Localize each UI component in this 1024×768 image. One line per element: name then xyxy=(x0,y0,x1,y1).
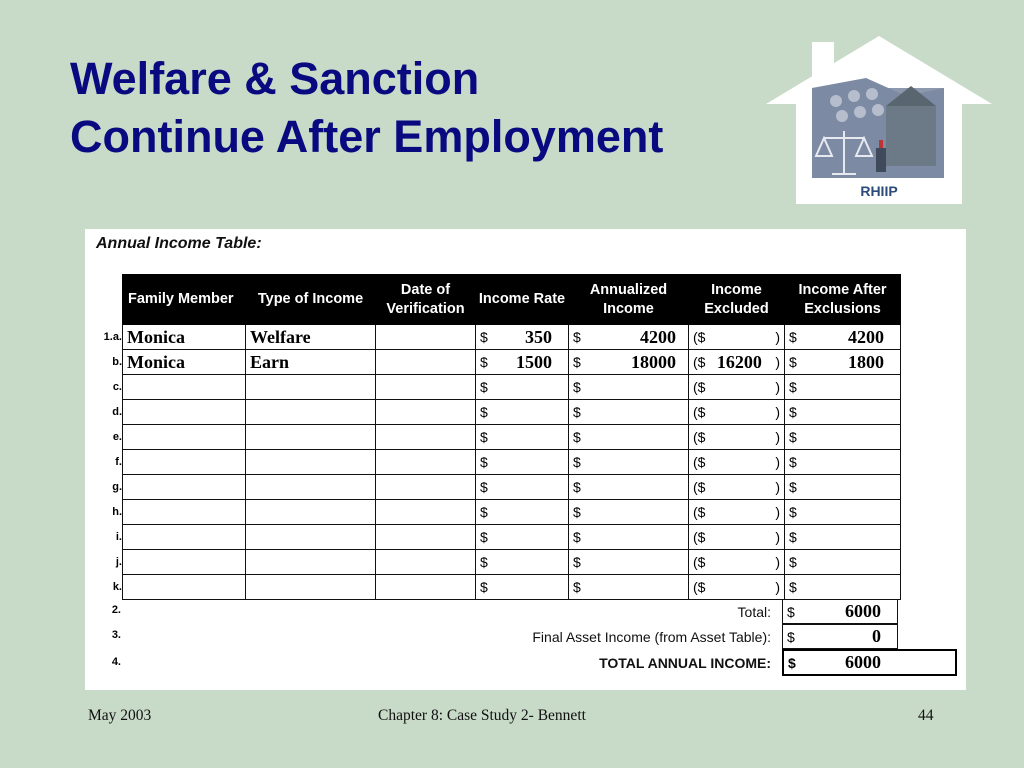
annualized-income-value: 4200 xyxy=(640,326,676,347)
dollar-sign: $ xyxy=(789,379,797,395)
title-line-2: Continue After Employment xyxy=(70,111,664,162)
row-label: 3. xyxy=(111,629,121,641)
annualized-income-value: 18000 xyxy=(631,351,676,372)
paren-open: ($ xyxy=(693,479,706,495)
dollar-sign: $ xyxy=(573,454,581,470)
row-label: f. xyxy=(115,456,122,468)
income-table xyxy=(103,274,901,600)
income-type-cell[interactable] xyxy=(246,325,376,350)
income-type-cell[interactable] xyxy=(246,400,376,425)
verification-date-cell[interactable] xyxy=(376,375,476,400)
dollar-sign: $ xyxy=(573,429,581,445)
income-rate-cell[interactable] xyxy=(476,575,569,600)
rhiip-house-logo xyxy=(766,36,992,206)
income-type-cell[interactable] xyxy=(246,375,376,400)
footer-page-number: 44 xyxy=(918,707,934,724)
form-title: Annual Income Table: xyxy=(96,235,262,252)
dollar-sign: $ xyxy=(480,529,488,545)
logo-text: RHIIP xyxy=(860,183,898,199)
verification-date-cell[interactable] xyxy=(376,425,476,450)
dollar-sign: $ xyxy=(573,479,581,495)
income-excluded-cell[interactable] xyxy=(689,525,785,550)
row-label: 1.a. xyxy=(103,331,122,343)
income-excluded-cell[interactable] xyxy=(689,550,785,575)
dollar-sign: $ xyxy=(480,454,488,470)
paren-open: ($ xyxy=(693,454,706,470)
annualized-income-cell[interactable] xyxy=(569,550,689,575)
paren-close: ) xyxy=(775,379,780,395)
income-type-cell[interactable] xyxy=(246,350,376,375)
dollar-sign: $ xyxy=(480,329,488,345)
income-rate-value: 350 xyxy=(525,326,552,347)
dollar-sign: $ xyxy=(789,529,797,545)
col-header: Income Excluded xyxy=(689,275,785,325)
dollar-sign: $ xyxy=(573,504,581,520)
income-after-exclusions-value: 4200 xyxy=(848,326,884,347)
table-row xyxy=(123,375,901,400)
slide-title xyxy=(70,50,663,166)
dollar-sign: $ xyxy=(573,379,581,395)
dollar-sign: $ xyxy=(480,404,488,420)
row-label: b. xyxy=(112,356,122,368)
income-after-exclusions-cell[interactable] xyxy=(785,325,901,350)
family-member-cell[interactable] xyxy=(112,350,246,375)
annualized-income-cell[interactable] xyxy=(569,325,689,350)
dollar-sign: $ xyxy=(789,554,797,570)
income-rate-cell[interactable] xyxy=(476,325,569,350)
total-value: 6000 xyxy=(845,601,881,621)
annualized-income-cell[interactable] xyxy=(569,500,689,525)
income-rate-cell[interactable] xyxy=(476,475,569,500)
paren-close: ) xyxy=(775,429,780,445)
row-label: g. xyxy=(112,481,122,493)
income-excluded-cell[interactable] xyxy=(689,575,785,600)
dollar-sign: $ xyxy=(480,354,488,370)
income-rate-cell[interactable] xyxy=(476,450,569,475)
table-row xyxy=(123,500,901,525)
verification-date-cell[interactable] xyxy=(376,550,476,575)
annualized-income-cell[interactable] xyxy=(569,425,689,450)
income-after-exclusions-cell[interactable] xyxy=(785,525,901,550)
income-type-cell[interactable] xyxy=(246,575,376,600)
summary-label: TOTAL ANNUAL INCOME: xyxy=(599,655,771,671)
dollar-sign: $ xyxy=(787,603,795,620)
verification-date-cell[interactable] xyxy=(376,450,476,475)
title-line-1: Welfare & Sanction xyxy=(70,53,480,104)
income-type-value: Earn xyxy=(250,351,290,372)
row-label: j. xyxy=(115,556,122,568)
income-after-exclusions-cell[interactable] xyxy=(785,475,901,500)
income-excluded-cell[interactable] xyxy=(689,425,785,450)
verification-date-cell[interactable] xyxy=(376,500,476,525)
annualized-income-cell[interactable] xyxy=(569,450,689,475)
dollar-sign: $ xyxy=(573,579,581,595)
income-after-exclusions-cell[interactable] xyxy=(785,550,901,575)
row-label: k. xyxy=(112,581,122,593)
family-member-cell[interactable] xyxy=(112,425,246,450)
dollar-sign: $ xyxy=(480,429,488,445)
annualized-income-cell[interactable] xyxy=(569,350,689,375)
annualized-income-cell[interactable] xyxy=(569,400,689,425)
table-row xyxy=(123,325,901,350)
paren-close: ) xyxy=(775,504,780,520)
paren-open: ($ xyxy=(693,379,706,395)
annualized-income-cell[interactable] xyxy=(569,575,689,600)
dollar-sign: $ xyxy=(789,404,797,420)
income-rate-value: 1500 xyxy=(516,351,552,372)
row-label: c. xyxy=(112,381,122,393)
footer-chapter: Chapter 8: Case Study 2- Bennett xyxy=(378,707,586,724)
dollar-sign: $ xyxy=(789,329,797,345)
paren-open: ($ xyxy=(693,329,706,345)
income-after-exclusions-cell[interactable] xyxy=(785,375,901,400)
income-excluded-cell[interactable] xyxy=(689,350,785,375)
family-member-cell[interactable] xyxy=(115,450,246,475)
table-row xyxy=(123,350,901,375)
income-type-cell[interactable] xyxy=(246,550,376,575)
income-after-exclusions-cell[interactable] xyxy=(785,400,901,425)
dollar-sign: $ xyxy=(573,329,581,345)
verification-date-cell[interactable] xyxy=(376,400,476,425)
income-excluded-cell[interactable] xyxy=(689,500,785,525)
family-member-cell[interactable] xyxy=(112,475,246,500)
row-label: e. xyxy=(112,431,122,443)
paren-close: ) xyxy=(775,529,780,545)
row-label: 2. xyxy=(111,604,121,616)
family-member-cell[interactable] xyxy=(112,375,246,400)
income-type-cell[interactable] xyxy=(246,425,376,450)
dollar-sign: $ xyxy=(480,479,488,495)
annualized-income-cell[interactable] xyxy=(569,525,689,550)
annualized-income-cell[interactable] xyxy=(569,475,689,500)
summary-label: Total: xyxy=(737,604,771,620)
dollar-sign: $ xyxy=(480,504,488,520)
dollar-sign: $ xyxy=(480,579,488,595)
row-label: i. xyxy=(115,531,122,543)
income-excluded-value: 16200 xyxy=(716,351,762,372)
income-rate-cell[interactable] xyxy=(476,375,569,400)
dollar-sign: $ xyxy=(573,554,581,570)
dollar-sign: $ xyxy=(788,654,796,671)
income-type-cell[interactable] xyxy=(246,450,376,475)
col-header: Income After Exclusions xyxy=(785,275,901,325)
annualized-income-cell[interactable] xyxy=(569,375,689,400)
dollar-sign: $ xyxy=(573,404,581,420)
summary-value-box xyxy=(782,599,898,624)
income-excluded-cell[interactable] xyxy=(689,475,785,500)
income-excluded-cell[interactable] xyxy=(689,400,785,425)
verification-date-cell[interactable] xyxy=(376,575,476,600)
dollar-sign: $ xyxy=(789,479,797,495)
paren-close: ) xyxy=(775,579,780,595)
income-after-exclusions-value: 1800 xyxy=(848,351,884,372)
verification-date-cell[interactable] xyxy=(376,525,476,550)
total-annual-value: 6000 xyxy=(845,652,881,672)
income-type-value: Welfare xyxy=(250,326,311,347)
col-header: Family Member xyxy=(123,275,246,325)
income-rate-cell[interactable] xyxy=(476,350,569,375)
paren-close: ) xyxy=(775,404,780,420)
dollar-sign: $ xyxy=(573,529,581,545)
asset-income-value: 0 xyxy=(872,626,881,646)
paren-close: ) xyxy=(775,354,780,370)
row-label: h. xyxy=(112,506,122,518)
income-type-cell[interactable] xyxy=(246,500,376,525)
income-excluded-cell[interactable] xyxy=(689,375,785,400)
dollar-sign: $ xyxy=(789,454,797,470)
income-after-exclusions-cell[interactable] xyxy=(785,350,901,375)
verification-date-cell[interactable] xyxy=(376,325,476,350)
col-header: Type of Income xyxy=(246,275,376,325)
col-header: Income Rate xyxy=(476,275,569,325)
family-member-cell[interactable] xyxy=(112,400,246,425)
table-row xyxy=(123,550,901,575)
income-after-exclusions-cell[interactable] xyxy=(785,575,901,600)
dollar-sign: $ xyxy=(787,628,795,645)
paren-close: ) xyxy=(775,454,780,470)
income-after-exclusions-cell[interactable] xyxy=(785,450,901,475)
table-row xyxy=(123,575,901,600)
income-rate-cell[interactable] xyxy=(476,425,569,450)
family-member-cell[interactable] xyxy=(103,325,246,350)
dollar-sign: $ xyxy=(789,579,797,595)
row-label: d. xyxy=(112,406,122,418)
col-header: Annualized Income xyxy=(569,275,689,325)
income-type-cell[interactable] xyxy=(246,475,376,500)
annual-income-form xyxy=(85,229,966,690)
paren-open: ($ xyxy=(693,554,706,570)
family-member-cell[interactable] xyxy=(112,575,246,600)
paren-close: ) xyxy=(775,554,780,570)
summary-label: Final Asset Income (from Asset Table): xyxy=(532,629,771,645)
dollar-sign: $ xyxy=(789,354,797,370)
verification-date-cell[interactable] xyxy=(376,475,476,500)
paren-open: ($ xyxy=(693,529,706,545)
summary-value-box xyxy=(782,624,898,649)
income-rate-cell[interactable] xyxy=(476,550,569,575)
verification-date-cell[interactable] xyxy=(376,350,476,375)
footer-date: May 2003 xyxy=(88,707,152,724)
col-header: Date of Verification xyxy=(376,275,476,325)
table-row xyxy=(123,425,901,450)
dollar-sign: $ xyxy=(480,379,488,395)
dollar-sign: $ xyxy=(480,554,488,570)
paren-open: ($ xyxy=(693,504,706,520)
table-row xyxy=(123,400,901,425)
income-excluded-cell[interactable] xyxy=(689,450,785,475)
paren-close: ) xyxy=(775,479,780,495)
income-rate-cell[interactable] xyxy=(476,525,569,550)
income-type-cell[interactable] xyxy=(246,525,376,550)
income-excluded-cell[interactable] xyxy=(689,325,785,350)
paren-open: ($ xyxy=(693,579,706,595)
summary-value-box xyxy=(782,649,957,676)
table-header-row xyxy=(123,275,901,325)
table-row xyxy=(123,525,901,550)
income-rate-cell[interactable] xyxy=(476,400,569,425)
row-label: 4. xyxy=(111,656,121,668)
table-row xyxy=(123,450,901,475)
family-member-value: Monica xyxy=(127,326,185,347)
paren-open: ($ xyxy=(693,429,706,445)
income-after-exclusions-cell[interactable] xyxy=(785,500,901,525)
table-row xyxy=(123,475,901,500)
dollar-sign: $ xyxy=(789,504,797,520)
income-rate-cell[interactable] xyxy=(476,500,569,525)
paren-close: ) xyxy=(775,329,780,345)
dollar-sign: $ xyxy=(573,354,581,370)
family-member-cell[interactable] xyxy=(112,500,246,525)
family-member-cell[interactable] xyxy=(115,550,246,575)
income-after-exclusions-cell[interactable] xyxy=(785,425,901,450)
paren-open: ($ xyxy=(693,354,706,370)
family-member-value: Monica xyxy=(127,351,185,372)
paren-open: ($ xyxy=(693,404,706,420)
dollar-sign: $ xyxy=(789,429,797,445)
family-member-cell[interactable] xyxy=(115,525,246,550)
